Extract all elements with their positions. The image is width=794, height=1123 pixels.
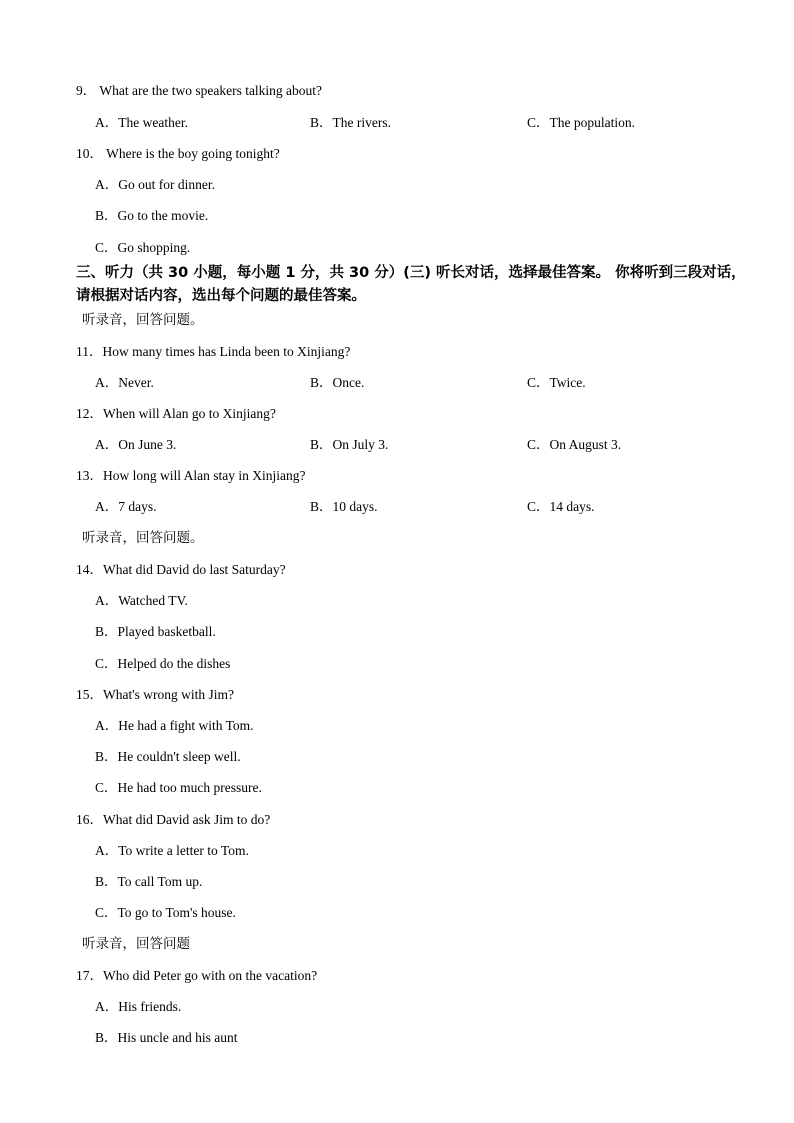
option-c[interactable]: C．On August 3. (527, 437, 622, 452)
question-10: 10． Where is the boy going tonight? (76, 146, 280, 161)
option-b[interactable]: B．His uncle and his aunt (95, 1030, 238, 1045)
option-a[interactable]: A．Never. (95, 375, 154, 390)
question-14: 14．What did David do last Saturday? (76, 562, 286, 577)
option-a[interactable]: A．To write a letter to Tom. (95, 843, 249, 858)
option-c[interactable]: C．The population. (527, 115, 635, 130)
option-b[interactable]: B．He couldn't sleep well. (95, 749, 241, 764)
question-12: 12．When will Alan go to Xinjiang? (76, 406, 276, 421)
section-heading: 三、听力（共 30 小题，每小题 1 分，共 30 分）(三) 听长对话，选择最佳答案。 你将听到三段对话，请根据对话内容，选出每个问题的最佳答案。 (76, 265, 746, 304)
option-b[interactable]: B．Once. (310, 375, 365, 390)
question-15: 15．What's wrong with Jim? (76, 687, 235, 702)
question-17: 17．Who did Peter go with on the vacation? (76, 968, 318, 983)
option-c[interactable]: C．14 days. (527, 499, 595, 514)
question-9-options (0, 112, 794, 134)
question-12-options (0, 434, 794, 456)
option-c[interactable]: C．Helped do the dishes (95, 656, 231, 671)
question-16: 16．What did David ask Jim to do? (76, 812, 271, 827)
option-b[interactable]: B．Go to the movie. (95, 208, 209, 223)
instruction-note: 听录音，回答问题。 (82, 530, 204, 546)
question-13-options (0, 496, 794, 518)
option-b[interactable]: B．To call Tom up. (95, 874, 203, 889)
option-b[interactable]: B．On July 3. (310, 437, 389, 452)
option-a[interactable]: A．7 days. (95, 499, 157, 514)
option-c[interactable]: C．Twice. (527, 375, 586, 390)
question-11-options (0, 372, 794, 394)
option-a[interactable]: A．Watched TV. (95, 593, 188, 608)
option-a[interactable]: A．His friends. (95, 999, 182, 1014)
option-c[interactable]: C．Go shopping. (95, 240, 191, 255)
option-c[interactable]: C．He had too much pressure. (95, 780, 262, 795)
question-13: 13．How long will Alan stay in Xinjiang? (76, 468, 306, 483)
option-b[interactable]: B．10 days. (310, 499, 378, 514)
option-a[interactable]: A．On June 3. (95, 437, 177, 452)
question-9: 9． What are the two speakers talking about? (76, 83, 323, 98)
option-a[interactable]: A．The weather. (95, 115, 188, 130)
instruction-note: 听录音，回答问题 (82, 936, 190, 952)
option-c[interactable]: C．To go to Tom's house. (95, 905, 236, 920)
instruction-note: 听录音，回答问题。 (82, 312, 204, 328)
option-b[interactable]: B．Played basketball. (95, 624, 216, 639)
question-11: 11．How many times has Linda been to Xinjiang? (76, 344, 351, 359)
option-a[interactable]: A．He had a fight with Tom. (95, 718, 254, 733)
option-b[interactable]: B．The rivers. (310, 115, 391, 130)
option-a[interactable]: A．Go out for dinner. (95, 177, 215, 192)
